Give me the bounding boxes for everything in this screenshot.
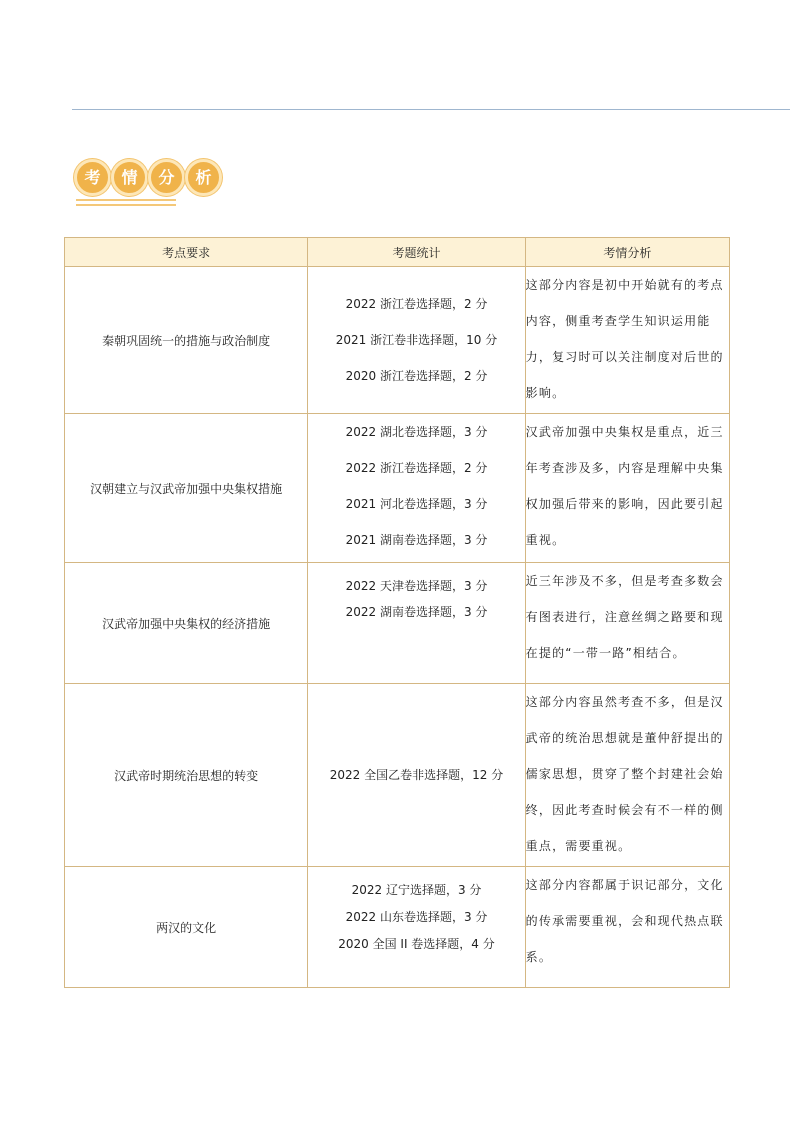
header-statistics: 考题统计	[308, 238, 525, 267]
header-rule	[72, 109, 790, 110]
statistics-cell	[308, 867, 525, 988]
header-requirement: 考点要求	[65, 238, 308, 267]
stat-line: 2022 辽宁选择题，3 分	[351, 883, 482, 897]
stat-line: 2021 河北卷选择题，3 分	[345, 497, 488, 511]
badge-char: 情	[111, 159, 148, 196]
analysis-cell: 近三年涉及不多，但是考查多数会有图表进行，注意丝绸之路要和现在提的“一带一路”相结合。	[525, 563, 729, 684]
badge-char: 析	[185, 159, 222, 196]
analysis-cell: 汉武帝加强中央集权是重点，近三年考查涉及多，内容是理解中央集权加强后带来的影响，因此要引起重视。	[525, 414, 729, 563]
stat-line: 2022 山东卷选择题，3 分	[345, 910, 488, 924]
stat-line: 2022 浙江卷选择题，2 分	[345, 461, 488, 475]
table-row	[65, 267, 730, 414]
statistics-cell	[308, 684, 525, 867]
badge-char: 考	[74, 159, 111, 196]
table-header-row	[65, 238, 730, 267]
stat-line: 2022 湖北卷选择题，3 分	[345, 425, 488, 439]
stat-line: 2022 湖南卷选择题，3 分	[345, 605, 488, 619]
table-row	[65, 867, 730, 988]
table-row	[65, 414, 730, 563]
statistics-cell	[308, 563, 525, 684]
statistics-cell	[308, 414, 525, 563]
requirement-cell: 秦朝巩固统一的措施与政治制度	[65, 267, 308, 414]
badge-circles	[74, 159, 222, 196]
exam-analysis-table	[64, 237, 730, 988]
requirement-cell: 两汉的文化	[65, 867, 308, 988]
table-row	[65, 563, 730, 684]
stat-line: 2020 全国 II 卷选择题，4 分	[338, 937, 495, 951]
stat-line: 2022 天津卷选择题，3 分	[345, 579, 488, 593]
badge-char: 分	[148, 159, 185, 196]
analysis-cell: 这部分内容虽然考查不多，但是汉武帝的统治思想就是董仲舒提出的儒家思想，贯穿了整个封建社会始终，因此考查时候会有不一样的侧重点，需要重视。	[525, 684, 729, 867]
analysis-cell: 这部分内容是初中开始就有的考点内容，侧重考查学生知识运用能力，复习时可以关注制度对后世的影响。	[525, 267, 729, 414]
header-analysis: 考情分析	[525, 238, 729, 267]
stat-line: 2021 湖南卷选择题，3 分	[345, 533, 488, 547]
stat-line: 2022 全国乙卷非选择题，12 分	[329, 768, 504, 782]
table-row	[65, 684, 730, 867]
requirement-cell: 汉朝建立与汉武帝加强中央集权措施	[65, 414, 308, 563]
statistics-cell	[308, 267, 525, 414]
badge-underline	[76, 199, 176, 209]
stat-line: 2020 浙江卷选择题，2 分	[345, 369, 488, 383]
section-title-badge	[74, 159, 214, 209]
stat-line: 2021 浙江卷非选择题，10 分	[335, 333, 498, 347]
requirement-cell: 汉武帝加强中央集权的经济措施	[65, 563, 308, 684]
requirement-cell: 汉武帝时期统治思想的转变	[65, 684, 308, 867]
stat-line: 2022 浙江卷选择题，2 分	[345, 297, 488, 311]
analysis-cell: 这部分内容都属于识记部分，文化的传承需要重视，会和现代热点联系。	[525, 867, 729, 988]
